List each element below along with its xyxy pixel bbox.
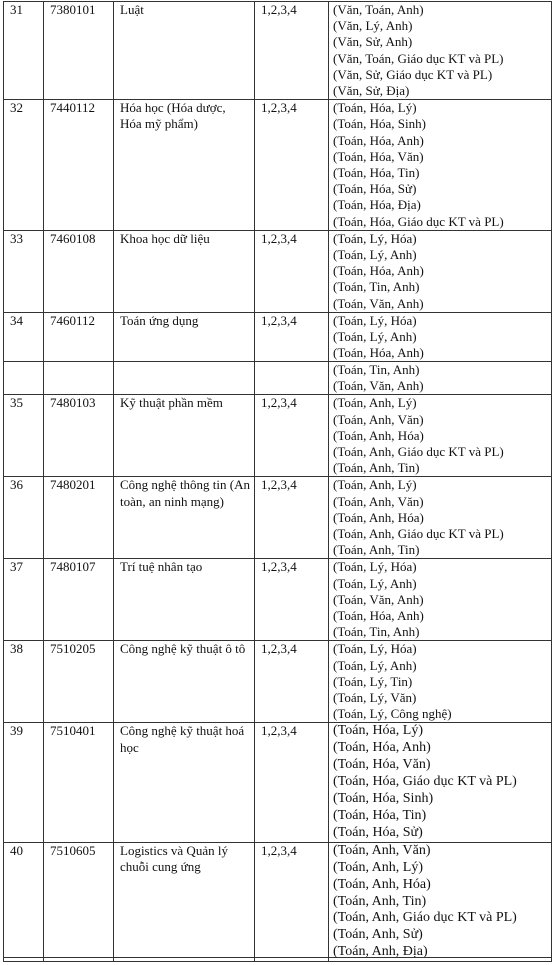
subject-combination: (Toán, Văn, Anh) xyxy=(333,295,424,311)
subject-combination: (Toán, Lý, Tin) xyxy=(333,673,413,689)
row-number: 39 xyxy=(4,723,44,842)
subject-combinations xyxy=(329,230,552,312)
table-row xyxy=(4,362,552,395)
major-name: Công nghệ kỹ thuật ô tô xyxy=(114,641,255,723)
subject-combination: (Toán, Lý, Văn) xyxy=(333,690,417,706)
major-code: 7480201 xyxy=(44,477,114,559)
subject-combination: (Toán, Tin, Anh) xyxy=(333,279,420,295)
table-row xyxy=(4,395,552,477)
subject-combination: (Toán, Văn, Anh) xyxy=(333,591,424,607)
major-name: Luật xyxy=(114,2,255,100)
admission-table-bottom xyxy=(3,361,552,962)
subject-combination: (Văn, Lý, Anh) xyxy=(333,18,413,34)
subject-combination: (Văn, Sử, Giáo dục KT và PL) xyxy=(333,66,493,82)
subject-combination: (Toán, Anh, Lý) xyxy=(333,859,424,875)
subject-combination: (Toán, Anh, Lý) xyxy=(333,395,417,411)
admission-methods: 1,2,3,4 xyxy=(255,395,329,477)
subject-combination: (Toán, Hóa, Anh) xyxy=(333,345,424,361)
subject-combination: (Toán, Lý, Anh) xyxy=(333,657,417,673)
subject-combination: (Toán, Hóa, Sử) xyxy=(333,181,417,197)
subject-combination: (Toán, Hóa, Sinh) xyxy=(333,116,426,132)
subject-combinations xyxy=(329,100,552,231)
table-row xyxy=(4,230,552,312)
subject-combinations xyxy=(329,641,552,723)
major-name: Trí tuệ nhân tạo xyxy=(114,559,255,641)
subject-combination: (Toán, Văn, Anh) xyxy=(333,378,424,394)
subject-combination: (Toán, Anh, Tin) xyxy=(333,542,420,558)
subject-combination: (Văn, Toán, Giáo dục KT và PL) xyxy=(333,50,504,66)
row-number: 37 xyxy=(4,559,44,641)
major-code: 7460112 xyxy=(44,312,114,362)
admission-methods: 1,2,3,4 xyxy=(255,312,329,362)
table-row xyxy=(4,641,552,723)
table-row xyxy=(4,100,552,231)
major-code: 7460108 xyxy=(44,230,114,312)
subject-combination: (Toán, Hóa, Sinh) xyxy=(333,791,434,807)
subject-combination: (Toán, Anh, Giáo dục KT và PL) xyxy=(333,910,517,926)
row-number: 33 xyxy=(4,230,44,312)
row-number: 40 xyxy=(4,842,44,961)
row-number: 38 xyxy=(4,641,44,723)
subject-combination: (Toán, Lý, Hóa) xyxy=(333,641,417,657)
subject-combination: (Toán, Anh, Hóa) xyxy=(333,876,431,892)
major-name: Công nghệ kỹ thuật hoá học xyxy=(114,723,255,842)
subject-combinations xyxy=(329,312,552,362)
table-row xyxy=(4,723,552,842)
major-name: Kỹ thuật phần mềm xyxy=(114,395,255,477)
admission-methods xyxy=(255,362,329,395)
admission-methods: 1,2,3,4 xyxy=(255,2,329,100)
subject-combination: (Toán, Hóa, Tin) xyxy=(333,165,420,181)
subject-combination: (Toán, Anh, Tin) xyxy=(333,460,420,476)
subject-combination: (Toán, Hóa, Anh) xyxy=(333,608,424,624)
subject-combination: (Toán, Lý, Hóa) xyxy=(333,559,417,575)
subject-combination: (Toán, Anh, Văn) xyxy=(333,842,431,858)
subject-combination: (Toán, Lý, Hóa) xyxy=(333,312,417,328)
major-code: 7510205 xyxy=(44,641,114,723)
major-code: 7480103 xyxy=(44,395,114,477)
subject-combination: (Toán, Lý, Hóa) xyxy=(333,230,417,246)
subject-combination: (Toán, Anh, Hóa) xyxy=(333,509,424,525)
subject-combination: (Toán, Lý, Anh) xyxy=(333,247,417,263)
subject-combination: (Toán, Hóa, Tin) xyxy=(333,808,427,823)
table-body xyxy=(4,362,552,962)
subject-combination: (Toán, Hóa, Văn) xyxy=(333,148,424,164)
table-row xyxy=(4,559,552,641)
subject-combination: (Toán, Hóa, Văn) xyxy=(333,757,431,773)
subject-combination: (Toán, Hóa, Địa) xyxy=(333,197,421,213)
row-number: 34 xyxy=(4,312,44,362)
subject-combination: (Toán, Anh, Giáo dục KT và PL) xyxy=(333,526,504,542)
table-body xyxy=(4,2,552,362)
subject-combinations xyxy=(329,362,552,395)
admission-table-top xyxy=(3,1,552,362)
major-code: 7440112 xyxy=(44,100,114,231)
subject-combination: (Văn, Toán, Anh) xyxy=(333,2,424,17)
table-row xyxy=(4,842,552,961)
table-row xyxy=(4,477,552,559)
major-name: Công nghệ thông tin (An toàn, an ninh mạng) xyxy=(114,477,255,559)
major-code: 7510401 xyxy=(44,723,114,842)
admission-methods: 1,2,3,4 xyxy=(255,842,329,961)
subject-combination: (Toán, Hóa, Giáo dục KT và PL) xyxy=(333,774,517,790)
subject-combinations xyxy=(329,723,552,842)
subject-combination: (Toán, Lý, Anh) xyxy=(333,329,417,345)
table-row xyxy=(4,312,552,362)
subject-combinations xyxy=(329,395,552,477)
subject-combination: (Toán, Hóa, Anh) xyxy=(333,740,431,756)
subject-combinations xyxy=(329,842,552,961)
major-name: Logistics và Quản lý chuỗi cung ứng xyxy=(114,842,255,961)
row-number: 31 xyxy=(4,2,44,100)
major-code xyxy=(44,362,114,395)
row-number: 32 xyxy=(4,100,44,231)
major-name: Hóa học (Hóa dược, Hóa mỹ phẩm) xyxy=(114,100,255,231)
subject-combination: (Toán, Anh, Văn) xyxy=(333,493,424,509)
subject-combination: (Toán, Anh, Địa) xyxy=(333,944,428,960)
major-code: 7510605 xyxy=(44,842,114,961)
subject-combinations xyxy=(329,2,552,100)
subject-combination: (Văn, Sử, Anh) xyxy=(333,34,413,50)
subject-combination: (Toán, Hóa, Giáo dục KT và PL) xyxy=(333,213,504,229)
subject-combination: (Toán, Anh, Văn) xyxy=(333,411,424,427)
row-number xyxy=(4,362,44,395)
subject-combination: (Toán, Anh, Sử) xyxy=(333,927,423,943)
subject-combination: (Toán, Hóa, Sử) xyxy=(333,824,423,840)
admission-methods: 1,2,3,4 xyxy=(255,230,329,312)
admission-methods: 1,2,3,4 xyxy=(255,723,329,842)
admission-methods: 1,2,3,4 xyxy=(255,100,329,231)
subject-combination: (Toán, Hóa, Lý) xyxy=(333,100,417,116)
subject-combination: (Toán, Anh, Tin) xyxy=(333,893,427,909)
major-code: 7380101 xyxy=(44,2,114,100)
subject-combination: (Toán, Hóa, Lý) xyxy=(333,723,423,739)
row-number: 36 xyxy=(4,477,44,559)
major-name: Toán ứng dụng xyxy=(114,312,255,362)
subject-combination: (Toán, Hóa, Anh) xyxy=(333,263,424,279)
subject-combination: (Văn, Sử, Địa) xyxy=(333,83,410,99)
admission-methods: 1,2,3,4 xyxy=(255,641,329,723)
subject-combination: (Toán, Lý, Anh) xyxy=(333,575,417,591)
subject-combination: (Toán, Anh, Giáo dục KT và PL) xyxy=(333,444,504,460)
subject-combination: (Toán, Anh, Hóa) xyxy=(333,427,424,443)
admission-methods: 1,2,3,4 xyxy=(255,477,329,559)
row-number: 35 xyxy=(4,395,44,477)
subject-combination: (Toán, Tin, Anh) xyxy=(333,362,420,377)
table-row xyxy=(4,2,552,100)
subject-combination: (Toán, Tin, Anh) xyxy=(333,624,420,640)
major-name xyxy=(114,362,255,395)
subject-combinations xyxy=(329,559,552,641)
major-name: Khoa học dữ liệu xyxy=(114,230,255,312)
admission-methods: 1,2,3,4 xyxy=(255,559,329,641)
subject-combinations xyxy=(329,477,552,559)
subject-combination: (Toán, Hóa, Anh) xyxy=(333,132,424,148)
subject-combination: (Toán, Lý, Công nghệ) xyxy=(333,706,452,722)
subject-combination: (Toán, Anh, Lý) xyxy=(333,477,417,493)
major-code: 7480107 xyxy=(44,559,114,641)
